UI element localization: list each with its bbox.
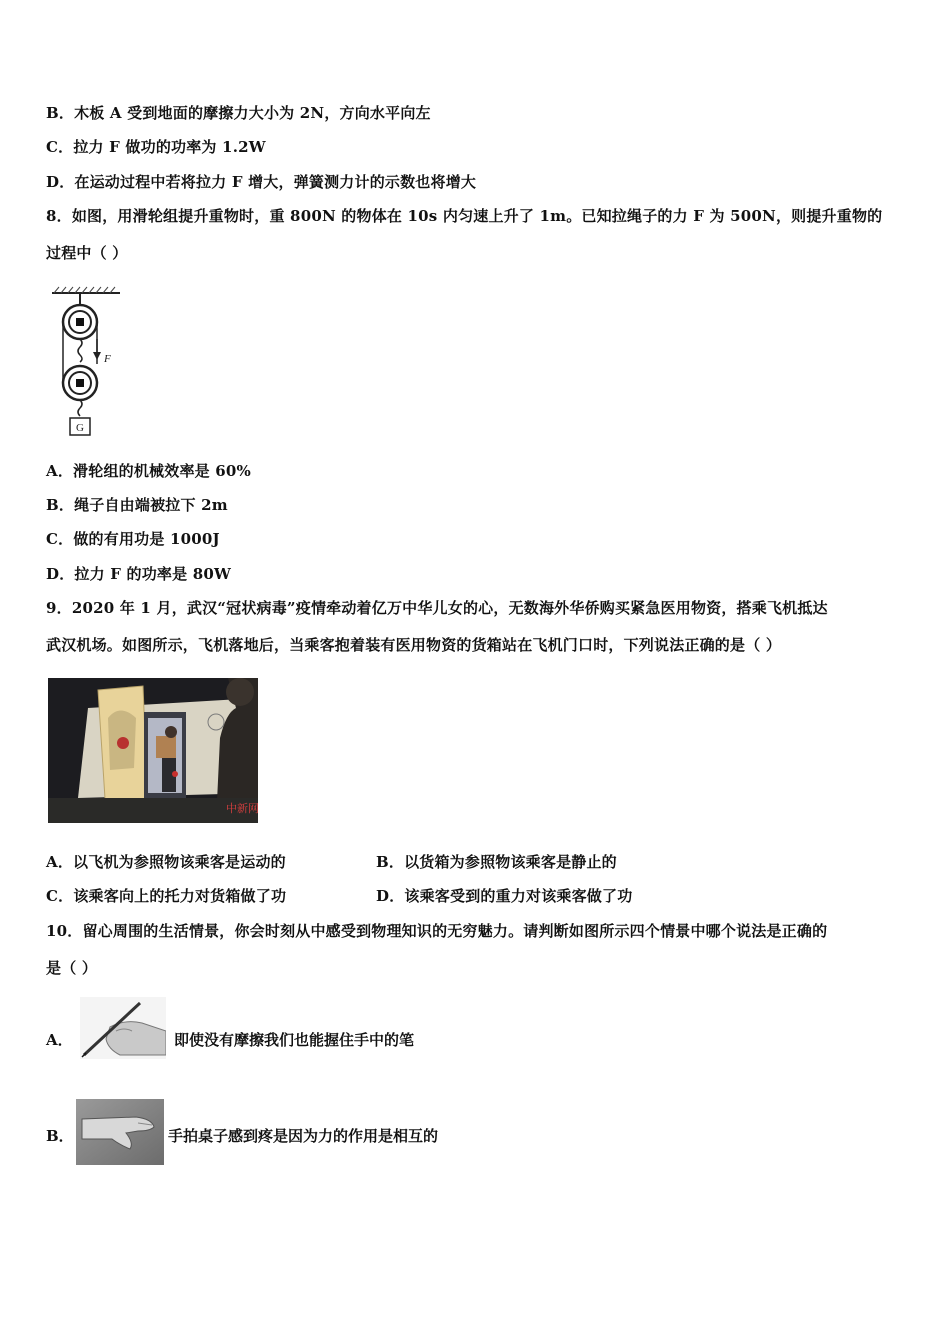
q9-stem-line2: 武汉机场。如图所示，飞机落地后，当乘客抱着装有医用物资的货箱站在飞机门口时，下列说法正确的是（ ） bbox=[46, 636, 782, 654]
q9-stem-line1: 9．2020 年 1 月，武汉“冠状病毒”疫情牵动着亿万中华儿女的心，无数海外华侨购买紧急医用物资，搭乘飞机抵达 bbox=[46, 599, 828, 617]
hand-on-table-image bbox=[76, 1099, 164, 1165]
q8-option-c: C．做的有用功是 1000J bbox=[46, 530, 220, 548]
q10-option-b-letter: B． bbox=[46, 1127, 74, 1145]
q10-stem-line1: 10．留心周围的生活情景，你会时刻从中感受到物理知识的无穷魅力。请判断如图所示四个情景中哪个说法是正确的 bbox=[46, 922, 828, 940]
q9-option-a: A．以飞机为参照物该乘客是运动的 bbox=[46, 853, 286, 871]
weight-label-g: G bbox=[76, 422, 84, 434]
q9-option-b: B．以货箱为参照物该乘客是静止的 bbox=[376, 853, 617, 871]
pulley-figure bbox=[48, 284, 128, 440]
q9-option-c: C．该乘客向上的托力对货箱做了功 bbox=[46, 887, 287, 905]
q8-stem-line1: 8．如图，用滑轮组提升重物时，重 800N 的物体在 10s 内匀速上升了 1m。已知拉绳子的力 F 为 500N，则提升重物的 bbox=[46, 207, 883, 225]
q7-option-d: D．在运动过程中若将拉力 F 增大，弹簧测力计的示数也将增大 bbox=[46, 173, 477, 191]
q10-option-b-text: 手拍桌子感到疼是因为力的作用是相互的 bbox=[168, 1127, 439, 1145]
airplane-door-photo bbox=[48, 678, 258, 823]
q8-option-d: D．拉力 F 的功率是 80W bbox=[46, 565, 232, 583]
q9-option-d: D．该乘客受到的重力对该乘客做了功 bbox=[376, 887, 633, 905]
q10-stem-line2: 是（ ） bbox=[46, 959, 98, 977]
photo-watermark: 中新网 bbox=[226, 802, 258, 815]
q7-option-b: B．木板 A 受到地面的摩擦力大小为 2N，方向水平向左 bbox=[46, 104, 431, 122]
q7-option-c: C．拉力 F 做功的功率为 1.2W bbox=[46, 138, 266, 156]
force-label-f: F bbox=[104, 353, 111, 365]
q10-option-a-letter: A． bbox=[46, 1031, 73, 1049]
q8-option-b: B．绳子自由端被拉下 2m bbox=[46, 496, 228, 514]
q8-option-a: A．滑轮组的机械效率是 60% bbox=[46, 462, 251, 480]
q8-stem-line2: 过程中（ ） bbox=[46, 244, 128, 262]
hand-holding-pen-image bbox=[80, 997, 166, 1059]
q10-option-a-text: 即使没有摩擦我们也能握住手中的笔 bbox=[174, 1031, 415, 1049]
